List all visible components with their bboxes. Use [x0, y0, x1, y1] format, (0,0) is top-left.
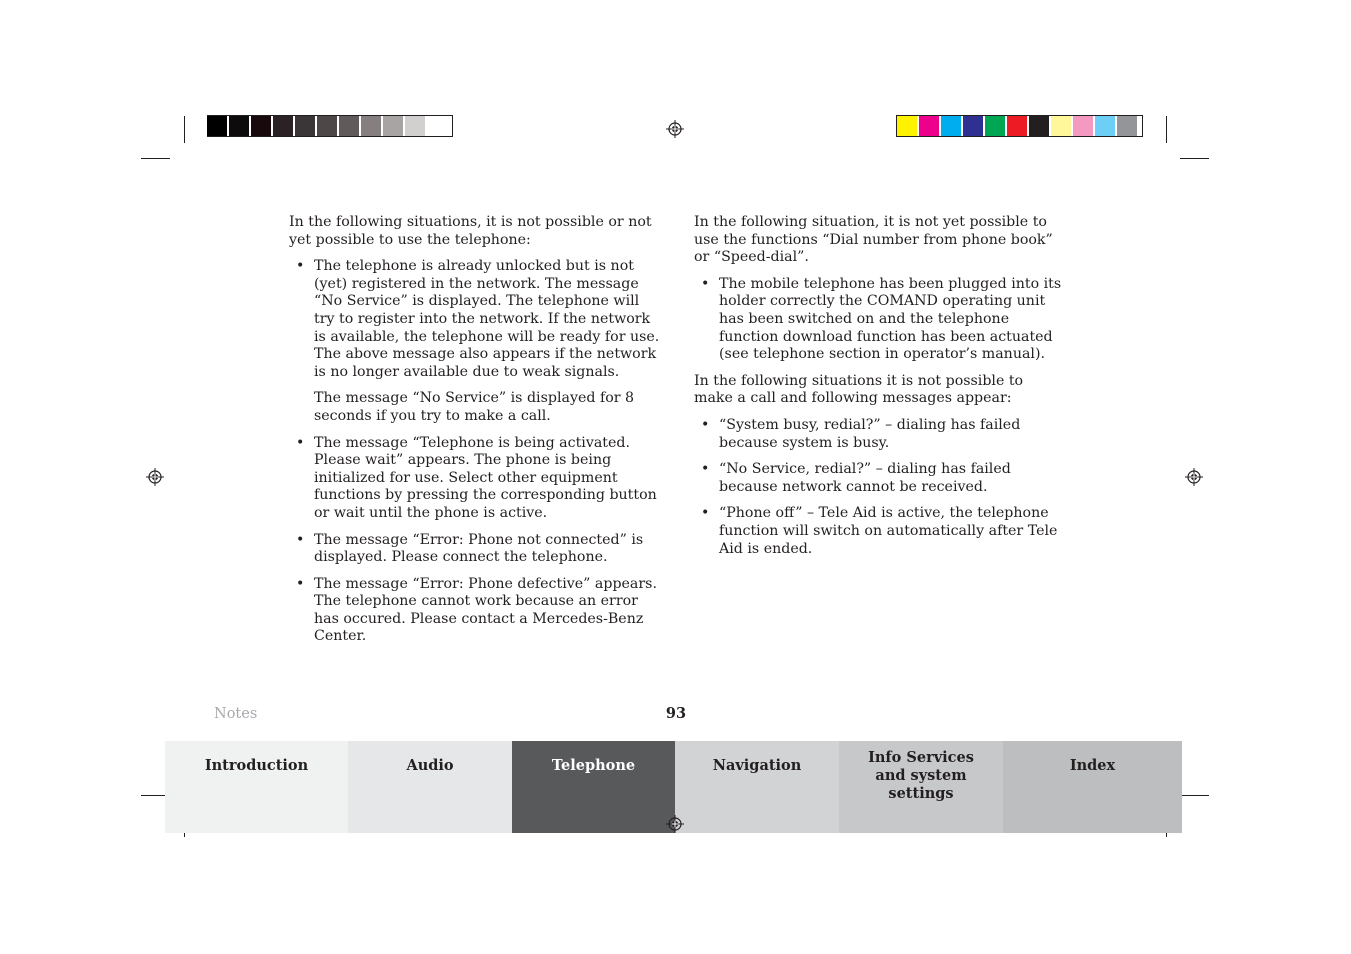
list-item-text: The message “Error: Phone defective” appears. The telephone cannot work because an error has occured. Please contact a Mercedes-Benz Center.: [314, 575, 657, 645]
color-swatch: [985, 116, 1007, 136]
process-color-bar: [897, 116, 1137, 136]
list-item: [289, 435, 661, 523]
color-swatch: [919, 116, 941, 136]
left-text-column: [289, 214, 661, 655]
grayscale-swatch: [251, 116, 273, 136]
list-item-text: The message “Telephone is being activated. Please wait” appears. The phone is being initialized for use. Select other equipment functions by pressing the corresponding button or wait until the phone is active.: [314, 434, 657, 521]
color-swatch: [1007, 116, 1029, 136]
list-item: [694, 417, 1066, 452]
registration-mark-icon: [666, 120, 684, 138]
registration-mark-icon: [666, 815, 684, 833]
bullet-icon: •: [296, 531, 305, 548]
list-item-extra-text: The message “No Service” is displayed for 8 seconds if you try to make a call.: [314, 390, 635, 424]
registration-mark-icon: [1185, 468, 1203, 486]
grayscale-swatch: [207, 116, 229, 136]
list-item: [289, 258, 661, 425]
tab-index[interactable]: [1003, 741, 1182, 833]
bullet-icon: •: [701, 505, 710, 522]
tab-label: Info Services and system settings: [868, 749, 974, 802]
bullet-icon: •: [701, 461, 710, 478]
bullet-icon: •: [296, 575, 305, 592]
list-item-text: The telephone is already unlocked but is not (yet) registered in the network. The message “No Service” is displayed. The telephone will try to register into the network. If the network is available, the telephone will be ready for use. The above message also appears if the network is no longer available due to weak signals.: [314, 258, 660, 380]
bullet-icon: •: [701, 416, 710, 433]
right-text-column: [694, 214, 1066, 567]
crop-mark-top-left-horizontal: [141, 158, 170, 159]
tab-label: Telephone: [551, 757, 636, 774]
bullet-icon: •: [296, 258, 305, 275]
color-swatch: [1051, 116, 1073, 136]
list-item-text: The mobile telephone has been plugged into its holder correctly the COMAND operating unit has been switched on and the telephone function download function has been actuated (see telephone section in operator’s manual).: [719, 275, 1062, 363]
grayscale-swatch: [295, 116, 317, 136]
color-swatch: [1095, 116, 1117, 136]
crop-mark-top-right-vertical: [1166, 116, 1167, 143]
color-swatch: [1029, 116, 1051, 136]
grayscale-color-bar: [207, 116, 447, 136]
grayscale-swatch: [317, 116, 339, 136]
tab-info-services[interactable]: [839, 741, 1003, 833]
grayscale-swatch: [405, 116, 427, 136]
list-item: [694, 505, 1066, 558]
grayscale-swatch: [273, 116, 295, 136]
grayscale-swatch: [339, 116, 361, 136]
list-item: [289, 576, 661, 646]
crop-mark-top-right-horizontal: [1180, 158, 1209, 159]
list-item-text: “System busy, redial?” – dialing has failed because system is busy.: [719, 416, 1021, 451]
grayscale-swatch: [361, 116, 383, 136]
tab-telephone[interactable]: [512, 741, 675, 833]
page-number: 93: [665, 705, 687, 722]
right-intro-paragraph: In the following situation, it is not yet possible to use the functions “Dial number from phone book” or “Speed-dial”.: [694, 214, 1053, 266]
color-swatch: [941, 116, 963, 136]
list-item-text: “No Service, redial?” – dialing has failed because network cannot be received.: [719, 461, 1011, 495]
color-swatch: [1073, 116, 1095, 136]
list-item-text: The message “Error: Phone not connected” is displayed. Please connect the telephone.: [314, 531, 644, 566]
color-swatch: [963, 116, 985, 136]
list-item-text: “Phone off” – Tele Aid is active, the telephone function will switch on automatically after Tele Aid is ended.: [719, 505, 1058, 557]
bullet-icon: •: [701, 275, 710, 292]
tab-label: Audio: [406, 757, 454, 774]
crop-mark-bottom-right-horizontal: [1180, 795, 1209, 796]
registration-mark-icon: [146, 468, 164, 486]
tab-label: Index: [1069, 757, 1116, 774]
left-intro-paragraph: In the following situations, it is not possible or not yet possible to use the telephone:: [289, 214, 652, 248]
list-item: [694, 461, 1066, 496]
right-bullet-list: [694, 276, 1066, 364]
right-second-intro-paragraph: In the following situations it is not possible to make a call and following messages appear:: [694, 372, 1024, 407]
list-item: [694, 276, 1066, 364]
tab-label: Navigation: [712, 757, 802, 774]
tab-introduction[interactable]: [165, 741, 348, 833]
grayscale-swatch: [383, 116, 405, 136]
crop-mark-top-left-vertical: [184, 116, 185, 143]
left-bullet-list: [289, 258, 661, 646]
tab-label: Introduction: [204, 757, 309, 774]
section-label: Notes: [214, 706, 258, 722]
bullet-icon: •: [296, 434, 305, 451]
tab-audio[interactable]: [348, 741, 512, 833]
tab-navigation[interactable]: [675, 741, 839, 833]
grayscale-swatch: [427, 116, 447, 136]
color-swatch: [897, 116, 919, 136]
right-second-bullet-list: [694, 417, 1066, 558]
color-swatch: [1117, 116, 1137, 136]
list-item: [289, 532, 661, 567]
grayscale-swatch: [229, 116, 251, 136]
